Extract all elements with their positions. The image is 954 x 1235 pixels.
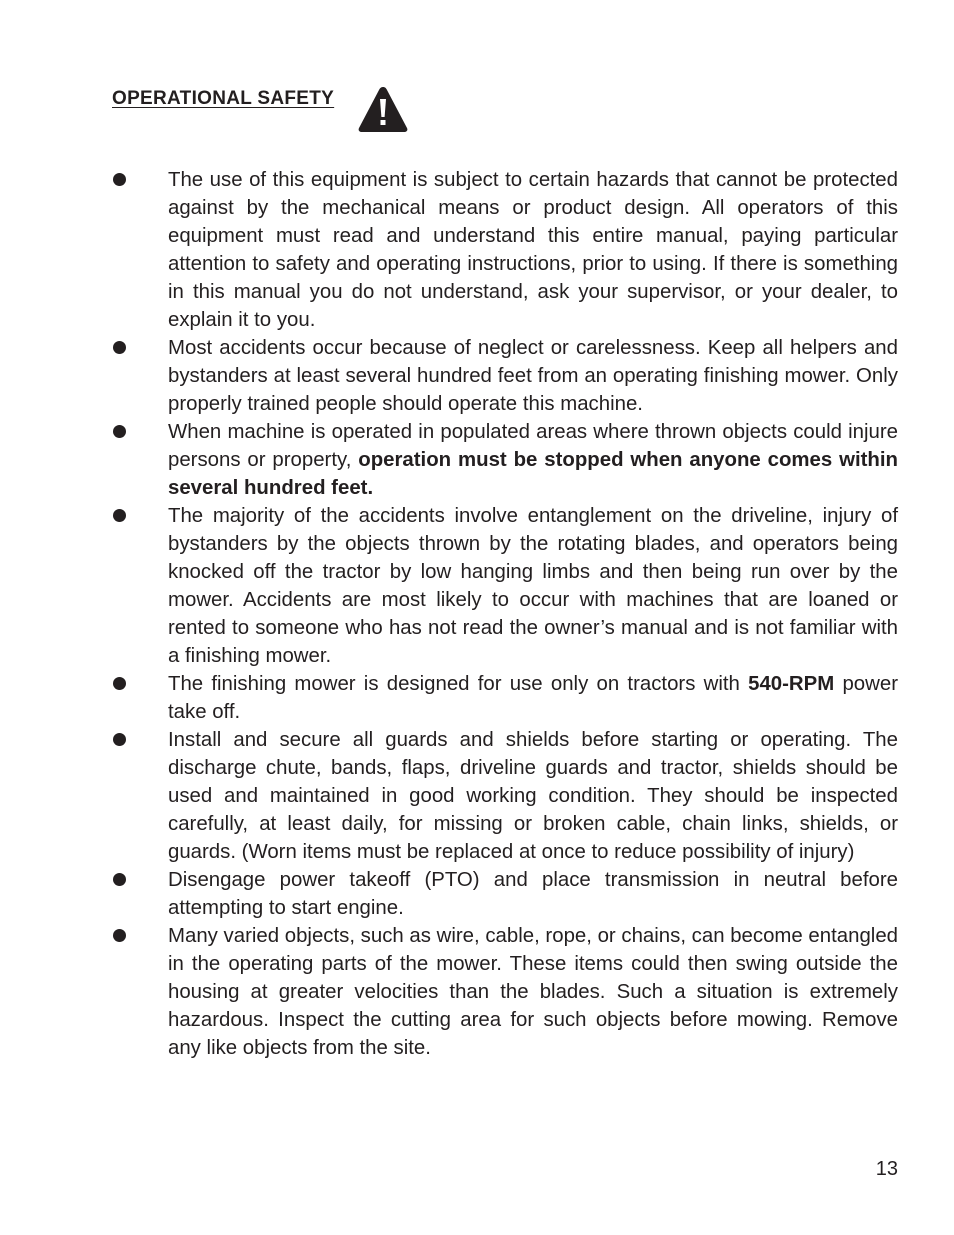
- bullet-icon: [113, 677, 126, 690]
- bullet-icon: [113, 425, 126, 438]
- bullet-bold-text: operation must be stopped when anyone comes within several hundred feet.: [168, 449, 898, 499]
- bullet-bold-text: 540-RPM: [748, 673, 835, 695]
- bullet-icon: [113, 733, 126, 746]
- warning-triangle-icon: [356, 84, 410, 134]
- list-item: [112, 334, 898, 418]
- bullet-text-after: power take off.: [168, 673, 898, 723]
- list-item: [112, 866, 898, 922]
- bullet-icon: [113, 929, 126, 942]
- bullet-text: Most accidents occur because of neglect or carelessness. Keep all helpers and bystanders at least several hundred feet from an operating finishing mower. Only properly trained people should operate this machine.: [168, 337, 898, 415]
- bullet-icon: [113, 341, 126, 354]
- bullet-text: When machine is operated in populated areas where thrown objects could injure persons or property,: [168, 421, 898, 471]
- list-item: [112, 726, 898, 866]
- bullet-text: The use of this equipment is subject to certain hazards that cannot be protected against by the mechanical means or product design. All operators of this equipment must read and understand this entire manual, paying particular attention to safety and operating instructions, prior to using. If there is something in this manual you do not understand, ask your supervisor, or your dealer, to explain it to you.: [168, 169, 898, 331]
- list-item: [112, 922, 898, 1062]
- section-heading: OPERATIONAL SAFETY: [112, 88, 335, 109]
- bullet-icon: [113, 873, 126, 886]
- bullet-text: The finishing mower is designed for use only on tractors with: [168, 673, 749, 695]
- safety-bullet-list: [112, 166, 898, 1062]
- page-number: 13: [875, 1158, 898, 1180]
- bullet-text: Disengage power takeoff (PTO) and place transmission in neutral before attempting to start engine.: [168, 869, 898, 919]
- bullet-text: The majority of the accidents involve entanglement on the driveline, injury of bystanders by the objects thrown by the rotating blades, and operators being knocked off the tractor by low hanging limbs and then being run over by the mower. Accidents are most likely to occur with machines that are loaned or rented to someone who has not read the owner’s manual and is not familiar with a finishing mower.: [168, 505, 898, 667]
- list-item: [112, 166, 898, 334]
- bullet-text: Install and secure all guards and shields before starting or operating. The discharge chute, bands, flaps, driveline guards and tractor, shields should be used and maintained in good working condition. They should be inspected carefully, at least daily, for missing or broken cable, chain links, shields, or guards. (Worn items must be replaced at once to reduce possibility of injury): [168, 729, 898, 863]
- section-header: [112, 82, 410, 134]
- list-item: [112, 502, 898, 670]
- list-item: [112, 670, 898, 726]
- list-item: [112, 418, 898, 502]
- bullet-text: Many varied objects, such as wire, cable, rope, or chains, can become entangled in the operating parts of the mower. These items could then swing outside the housing at greater velocities than the blades. Such a situation is extremely hazardous. Inspect the cutting area for such objects before mowing. Remove any like objects from the site.: [168, 925, 898, 1059]
- bullet-icon: [113, 509, 126, 522]
- bullet-icon: [113, 173, 126, 186]
